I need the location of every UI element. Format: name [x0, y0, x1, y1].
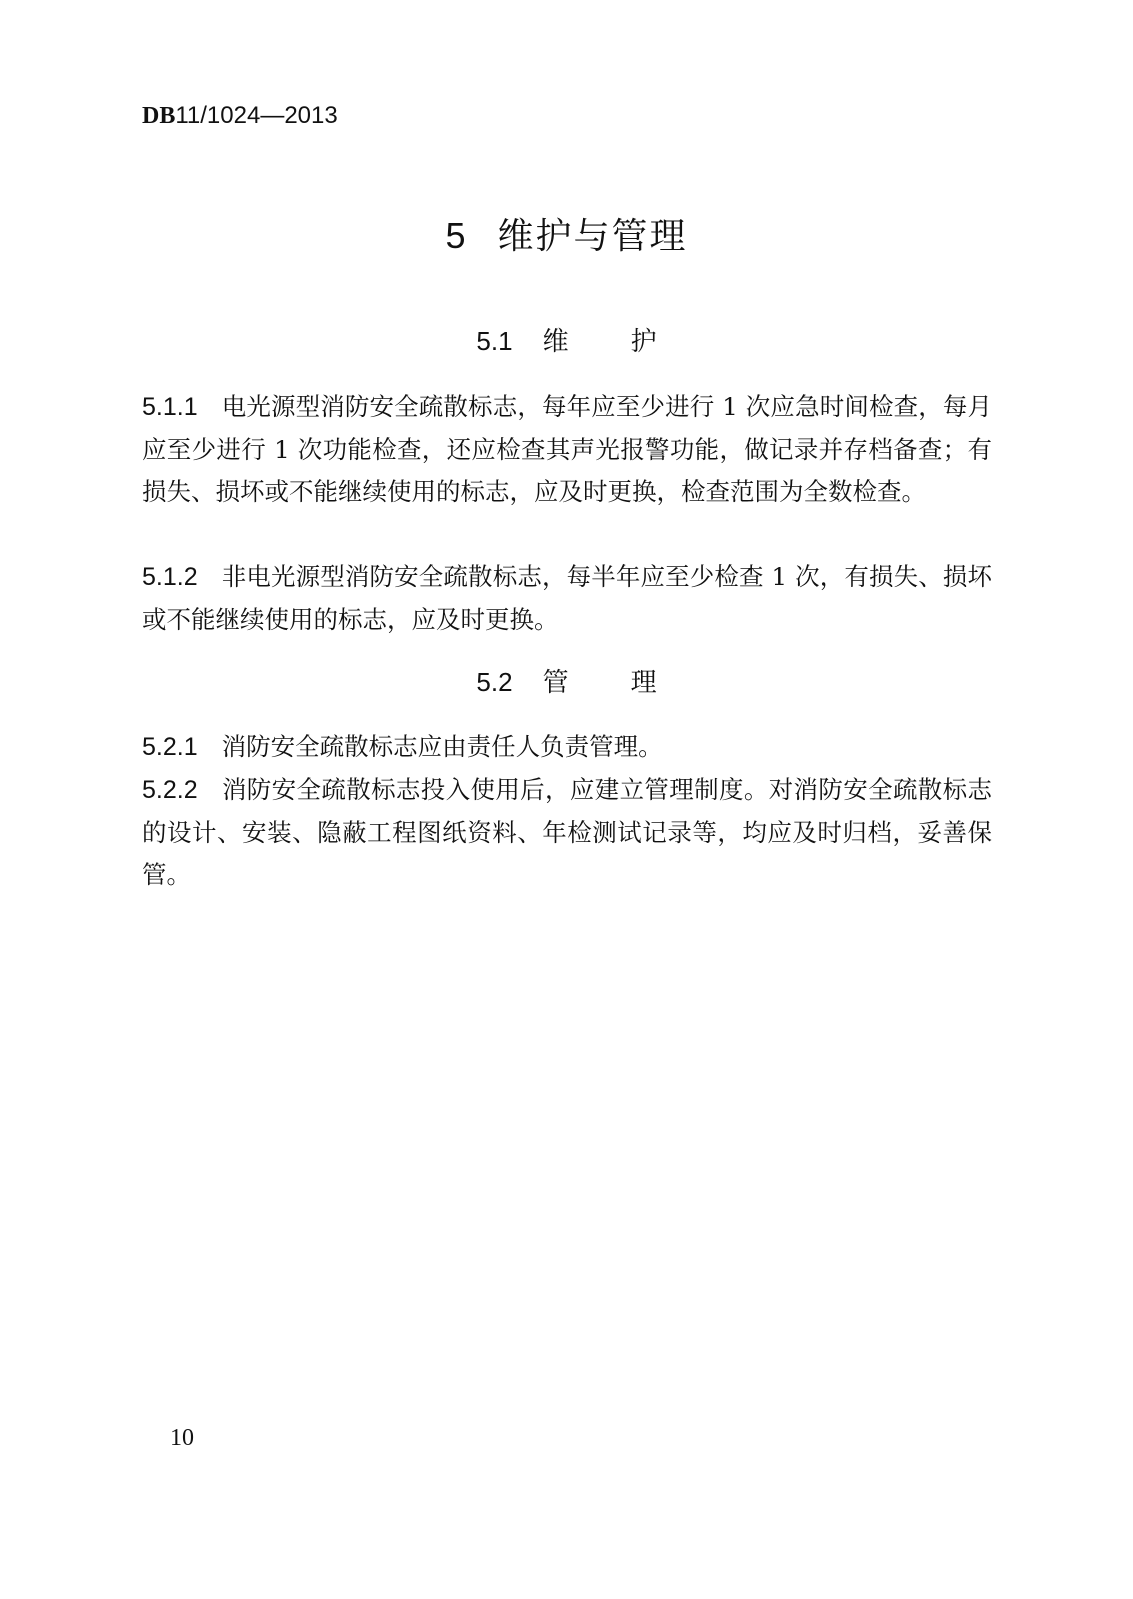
chapter-title-text: 维护与管理	[497, 216, 688, 257]
clause-number: 5.1.1	[142, 393, 198, 421]
clause-paragraph	[142, 386, 992, 514]
standard-code-prefix: DB	[142, 103, 176, 129]
clause-text: 电光源型消防安全疏散标志，每年应至少进行 1 次应急时间检查，每月应至少进行 1 次功能检查，还应检查其声光报警功能，做记录并存档备查；有损失、损坏或不能继续使用的标志，应及时更换，检查范围为全数检查。	[142, 392, 992, 506]
standard-code-header	[142, 100, 338, 131]
clause-text: 消防安全疏散标志应由责任人负责管理。	[221, 732, 663, 761]
section-title-char: 理	[630, 668, 657, 698]
clause-number: 5.2.2	[142, 776, 198, 804]
section-heading	[0, 664, 1133, 701]
clause-paragraph	[142, 556, 992, 641]
chapter-number: 5	[445, 215, 468, 256]
section-heading	[0, 323, 1133, 360]
section-title-char: 维	[542, 327, 569, 357]
clause-text: 非电光源型消防安全疏散标志，每半年应至少检查 1 次，有损失、损坏或不能继续使用的标志，应及时更换。	[142, 562, 992, 634]
page-number: 10	[170, 1425, 194, 1451]
clause-paragraph	[142, 769, 992, 897]
clause-text: 消防安全疏散标志投入使用后，应建立管理制度。对消防安全疏散标志的设计、安装、隐蔽工程图纸资料、年检测试记录等，均应及时归档，妥善保管。	[142, 775, 992, 889]
chapter-heading	[0, 212, 1133, 261]
section-title-char: 护	[630, 327, 657, 357]
standard-code-number: 11/1024—2013	[175, 102, 338, 129]
section-title-char: 管	[542, 668, 569, 698]
clause-number: 5.1.2	[142, 563, 198, 591]
clause-paragraph	[142, 726, 992, 769]
clause-number: 5.2.1	[142, 733, 198, 761]
section-number: 5.2	[476, 667, 513, 697]
section-number: 5.1	[476, 326, 513, 356]
